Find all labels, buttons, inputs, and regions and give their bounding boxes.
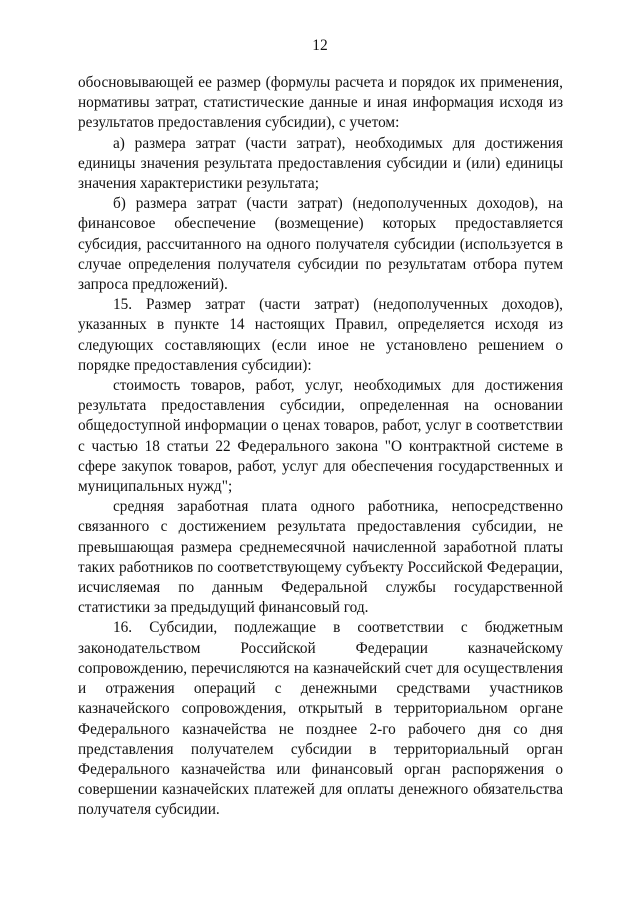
page-number: 12 [312, 37, 328, 54]
paragraph-average-salary: средняя заработная плата одного работника, непосредственно связанного с достижением результата предоставления субсидии, не превышающая размера среднемесячной начисленной заработной платы таких работников по соответствующему субъекту Российской Федерации, исчисляемая по данным Федеральной службы государственной статистики за предыдущий финансовый год. [78, 498, 563, 617]
paragraph-goods-cost: стоимость товаров, работ, услуг, необходимых для достижения результата предоставления субсидии, определенная на основании общедоступной информации о ценах товаров, работ, услуг в соответствии с частью 18 статьи 22 Федерального закона "О контрактной системе в сфере закупок товаров, работ, услуг для обеспечения государственных и муниципальных нужд"; [78, 377, 563, 496]
paragraph-item-b: б) размера затрат (части затрат) (недополученных доходов), на финансовое обеспечение (возмещение) которых предоставляется субсидия, рассчитанного на одного получателя субсидии (используется в случае определения получателя субсидии по результатам отбора путем запроса предложений). [78, 195, 563, 294]
paragraph-clause-15: 15. Размер затрат (части затрат) (недополученных доходов), указанных в пункте 14 настоящих Правил, определяется исходя из следующих составляющих (если иное не установлено решением о порядке предоставления субсидии): [78, 296, 563, 374]
paragraph-clause-16: 16. Субсидии, подлежащие в соответствии с бюджетным законодательством Российской Федерации казначейскому сопровождению, перечисляются на казначейский счет для осуществления и отражения операций с денежными средствами участников казначейского сопровождения, открытый в территориальном органе Федерального казначейства не позднее 2-го рабочего дня со дня представления получателем субсидии в территориальный орган Федерального казначейства или финансовый орган распоряжения о совершении казначейских платежей для оплаты денежного обязательства получателя субсидии. [78, 619, 563, 819]
document-body [78, 73, 563, 821]
paragraph-continuation: обосновывающей ее размер (формулы расчета и порядок их применения, нормативы затрат, статистические данные и иная информация исходя из результатов предоставления субсидии), с учетом: [78, 74, 563, 132]
paragraph-item-a: а) размера затрат (части затрат), необходимых для достижения единицы значения результата предоставления субсидии и (или) единицы значения характеристики результата; [78, 134, 563, 193]
